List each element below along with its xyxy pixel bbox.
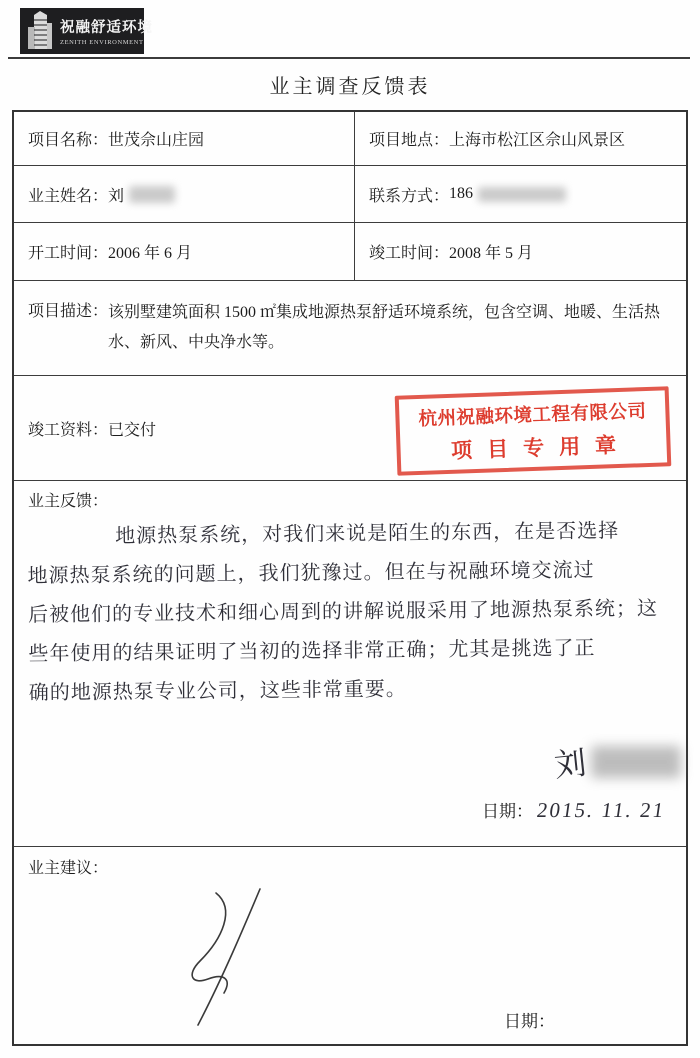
form-table	[12, 110, 688, 1046]
brand-name-en: ZENITH ENVIRONMENT	[60, 39, 144, 46]
company-stamp	[395, 386, 672, 476]
finish-time-value: 2008 年 5 月	[449, 245, 534, 262]
date-label: 日期：	[482, 802, 533, 821]
row-docs	[14, 375, 686, 480]
owner-name-label: 业主姓名：	[28, 187, 109, 205]
start-time-label: 开工时间：	[28, 245, 109, 262]
suggestion-scribble-signature	[164, 887, 284, 1027]
row-owner	[14, 165, 686, 222]
date-label: 日期：	[504, 1012, 555, 1031]
row-feedback	[14, 480, 686, 846]
owner-signature	[554, 739, 681, 785]
redacted-signature	[591, 746, 681, 778]
feedback-line: 确的地源热泵专业公司，这些非常重要。	[28, 678, 407, 705]
feedback-line: 地源热泵系统的问题上，我们犹豫过。但在与祝融环境交流过	[27, 559, 595, 588]
row-dates	[14, 222, 686, 280]
row-description	[14, 280, 686, 375]
header-divider	[8, 57, 690, 59]
suggestion-date	[504, 1007, 555, 1032]
feedback-line: 些年使用的结果证明了当初的选择非常正确；尤其是挑选了正	[28, 637, 596, 666]
building-icon	[24, 11, 56, 51]
start-time-cell	[14, 223, 354, 280]
contact-value: 186	[449, 185, 474, 202]
feedback-label: 业主反馈：	[28, 493, 109, 510]
owner-name-value: 刘	[108, 187, 125, 205]
start-time-value: 2006 年 6 月	[108, 245, 193, 262]
company-logo	[20, 8, 153, 54]
handwritten-feedback	[27, 512, 673, 714]
form-title: 业主调查反馈表	[269, 76, 431, 98]
project-name-cell	[14, 112, 354, 165]
redacted-phone	[478, 187, 566, 202]
suggestion-label: 业主建议：	[28, 860, 109, 877]
project-location-label: 项目地点：	[369, 132, 450, 149]
redacted-owner-name	[129, 186, 175, 203]
finish-time-label: 竣工时间：	[369, 245, 450, 262]
owner-name-cell	[14, 166, 354, 222]
logo-text	[60, 16, 153, 46]
stamp-company-name: 杭州祝融环境工程有限公司	[418, 401, 647, 430]
project-name-value: 世茂佘山庄园	[108, 132, 205, 149]
description-value: 该别墅建筑面积 1500 ㎡集成地源热泵舒适环境系统，包含空调、地暖、生活热水、新风、中央净水等。	[108, 304, 661, 351]
docs-label: 竣工资料：	[28, 421, 109, 439]
feedback-line: 后被他们的专业技术和细心周到的讲解说服采用了地源热泵系统；这	[27, 597, 659, 627]
docs-value: 已交付	[108, 421, 157, 439]
stamp-seal-type: 项目专用章	[450, 432, 632, 463]
project-location-value: 上海市松江区佘山风景区	[449, 132, 626, 149]
feedback-date	[482, 797, 665, 823]
handwritten-date: 2015. 11. 21	[535, 798, 667, 822]
contact-cell	[354, 166, 686, 222]
finish-time-cell	[354, 223, 686, 280]
description-label: 项目描述：	[28, 303, 109, 320]
feedback-line: 地源热泵系统，对我们来说是陌生的东西，在是否选择	[115, 520, 620, 548]
row-project	[14, 112, 686, 165]
row-suggestion	[14, 846, 686, 1044]
brand-name-cn: 祝融舒适环境	[60, 20, 153, 36]
contact-label: 联系方式：	[369, 187, 450, 205]
project-name-label: 项目名称：	[28, 132, 109, 149]
signature-surname: 刘	[552, 744, 589, 784]
project-location-cell	[354, 112, 686, 165]
